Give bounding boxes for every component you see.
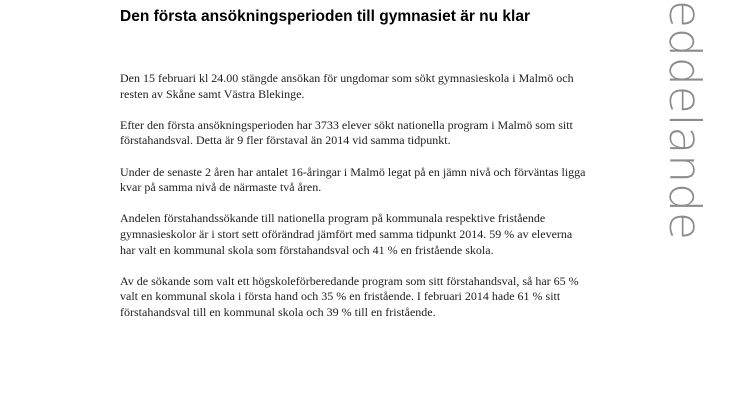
paragraph-1: Den 15 februari kl 24.00 stängde ansökan för ungdomar som sökt gymnasieskola i Malmö och resten av Skåne samt Västra Blekinge. (120, 71, 574, 101)
body-text (120, 71, 590, 336)
paragraph-2: Efter den första ansökningsperioden har 3733 elever sökt nationella program i Malmö som sitt förstahandsval. Detta är 9 fler förstaval än 2014 vid samma tidpunkt. (120, 117, 573, 148)
watermark-text: eddelande (659, 0, 710, 233)
paragraph-5: Av de sökande som valt ett högskoleförberedande program som sitt förstahandsval, så har 65 % valt en kommunal skola i första hand och 35 % en fristående. I februari 2014 hade 61 % sitt förstahandsval till en kommunal skola och 39 % till en fristående. (120, 273, 579, 319)
watermark (660, 0, 710, 245)
paragraph-4: Andelen förstahandssökande till nationella program på kommunala respektive fristående gymnasieskolor är i stort sett oförändrad jämfört med samma tidpunkt 2014. 59 % av eleverna har valt en kommunal skola som förstahandsval och 41 % en fristående skola. (120, 211, 573, 257)
paragraph-3: Under de senaste 2 åren har antalet 16-åringar i Malmö legat på en jämn nivå och förväntas ligga kvar på samma nivå de närmaste två åren. (120, 164, 586, 195)
headline: Den första ansökningsperioden till gymnasiet är nu klar (120, 8, 530, 25)
